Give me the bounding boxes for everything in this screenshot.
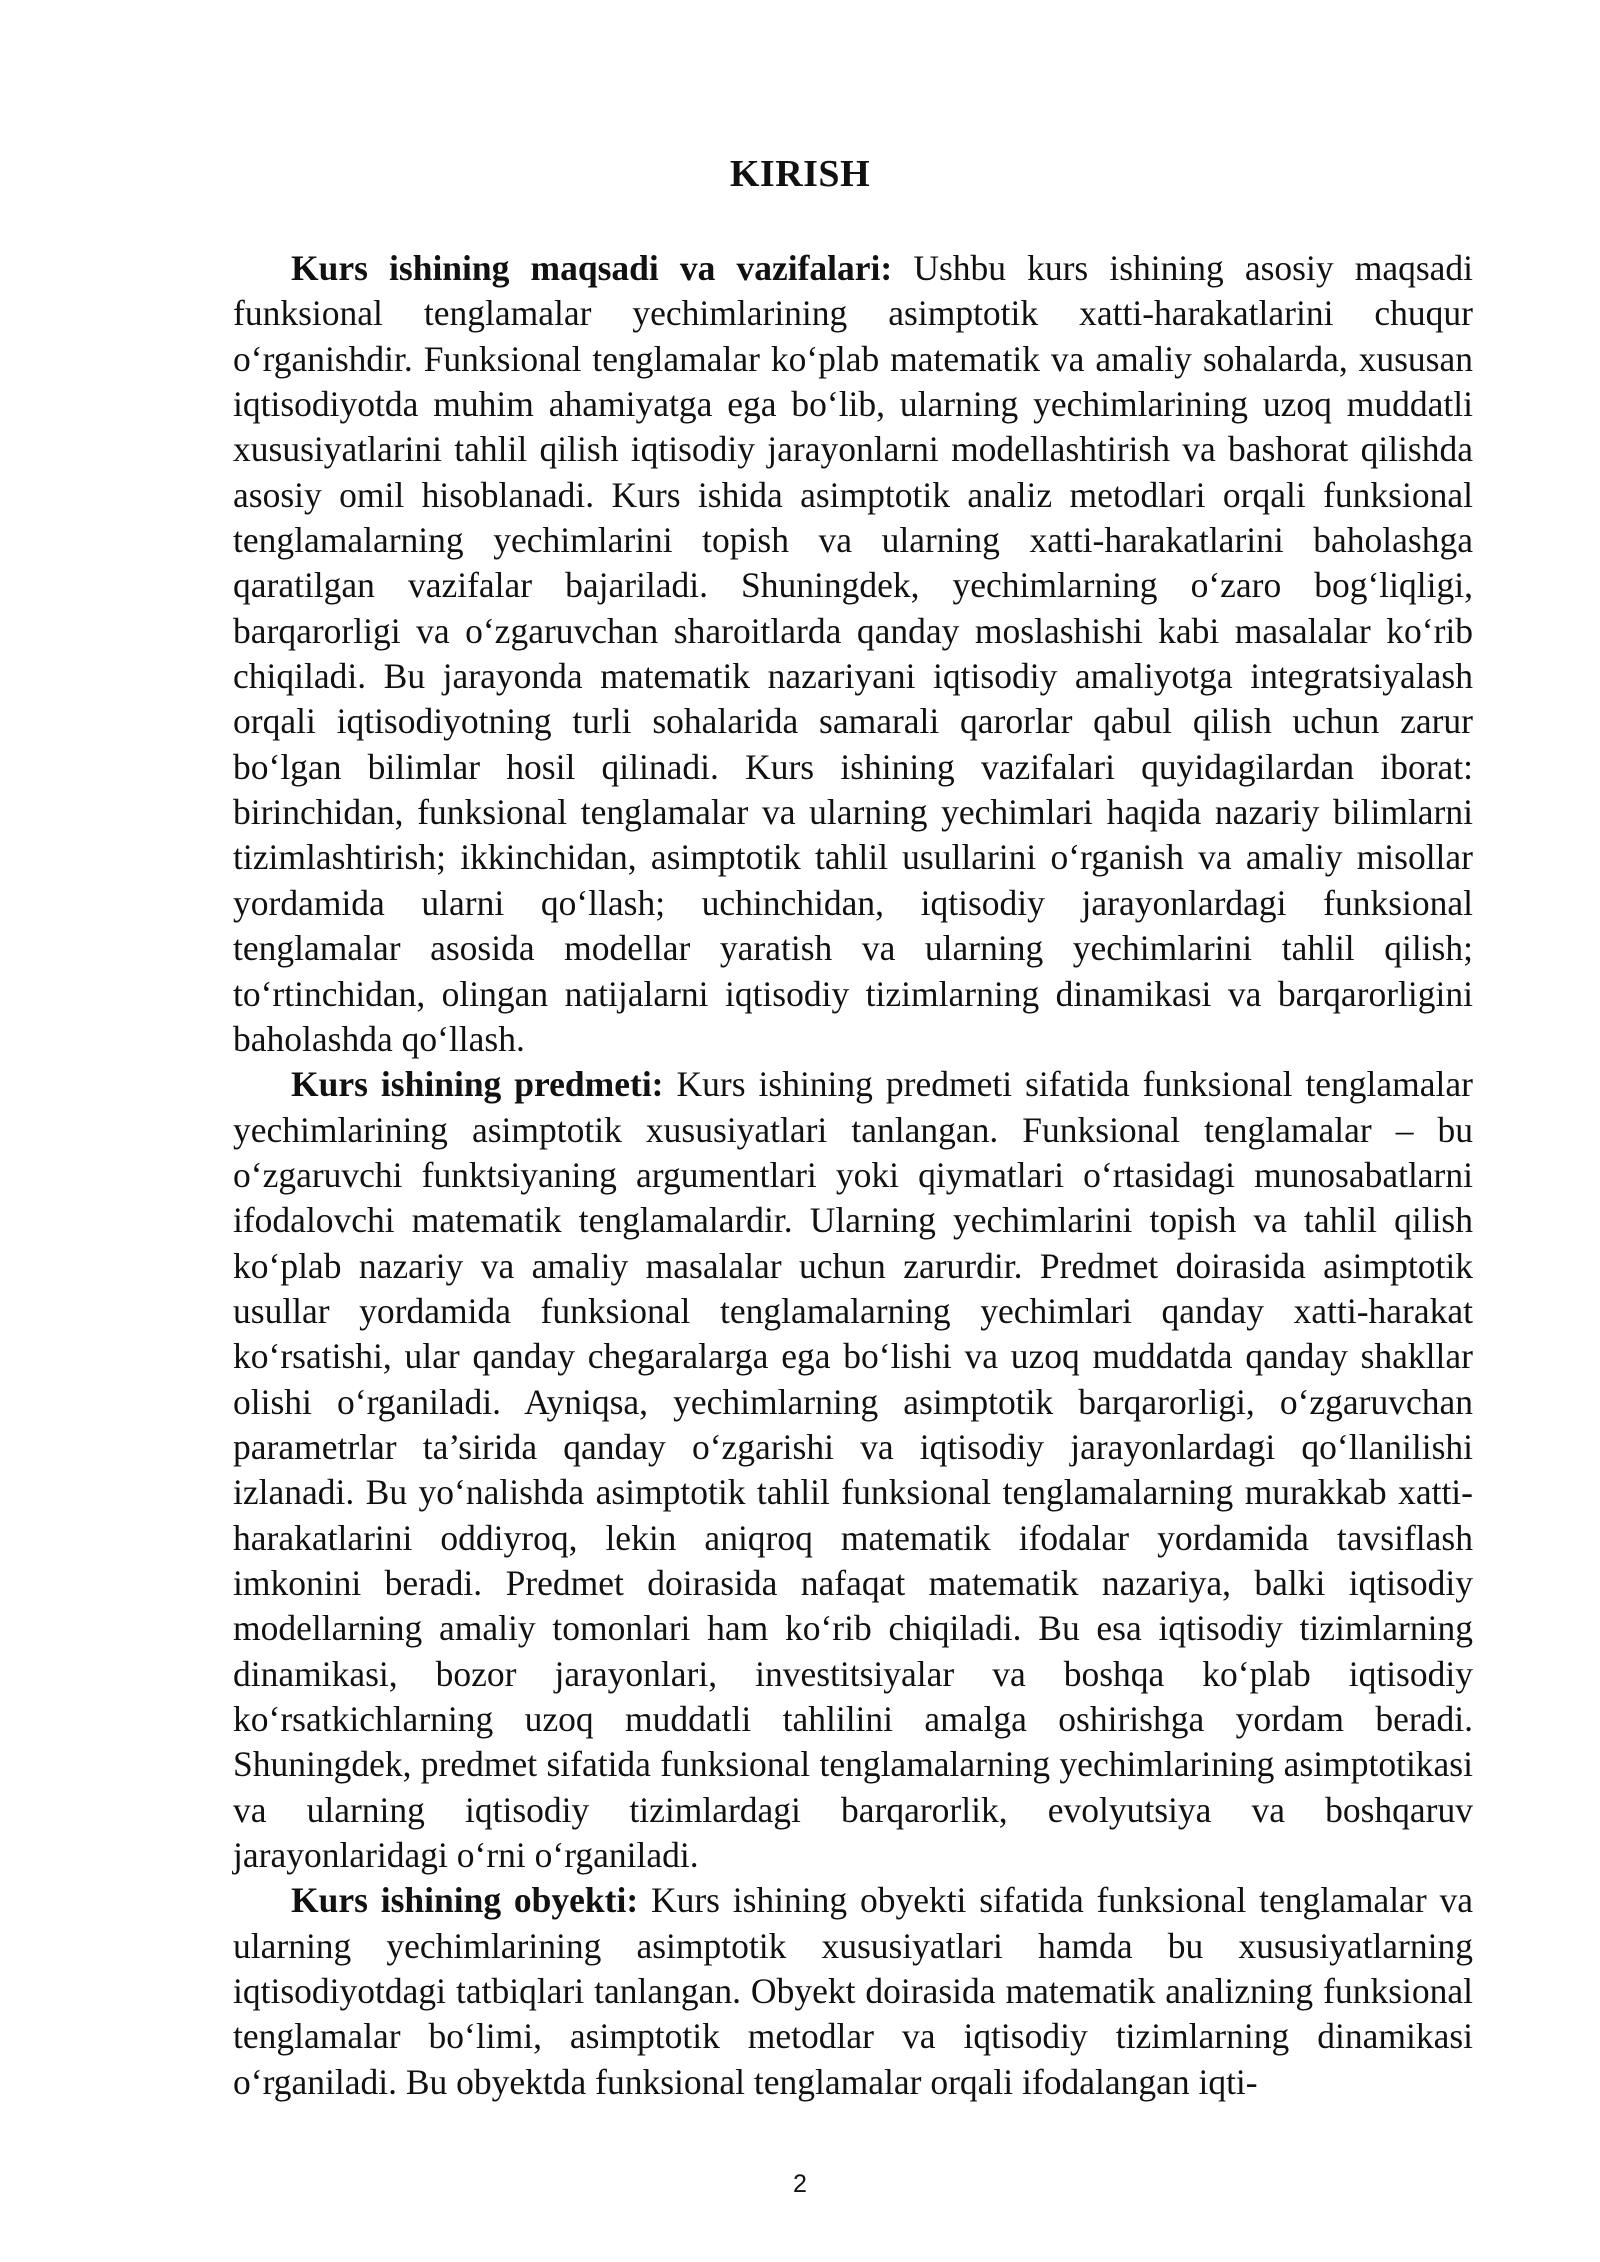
paragraph-lead: Kurs ishining predmeti:	[291, 1064, 664, 1105]
paragraph-text: Ushbu kurs ishining asosiy maqsadi funksional tenglamalar yechimlarining asimptotik xatti-harakatlarini chuqur o‘rganishdir. Funksional tenglamalar ko‘plab matematik va amaliy sohalarda, xususan iqtisodiyotda muhim ahamiyatga ega bo‘lib, ularning yechimlarining uzoq muddatli xususiyatlarini tahlil qilish iqtisodiy jarayonlarni modellashtirish va bashorat qilishda asosiy omil hisoblanadi. Kurs ishida asimptotik analiz metodlari orqali funksional tenglamalarning yechimlarini topish va ularning xatti-harakatlarini baholashga qaratilgan vazifalar bajariladi. Shuningdek, yechimlarning o‘zaro bog‘liqligi, barqarorligi va o‘zgaruvchan sharoitlarda qanday moslashishi kabi masalalar ko‘rib chiqiladi. Bu jarayonda matematik nazariyani iqtisodiy amaliyotga integratsiyalash orqali iqtisodiyotning turli sohalarida samarali qarorlar qabul qilish uchun zarur bo‘lgan bilimlar hosil qilinadi. Kurs ishining vazifalari quyidagilardan iborat: birinchidan, funksional tenglamalar va ularning yechimlari haqida nazariy bilimlarni tizimlashtirish; ikkinchidan, asimptotik tahlil usullarini o‘rganish va amaliy misollar yordamida ularni qo‘llash; uchinchidan, iqtisodiy jarayonlardagi funksional tenglamalar asosida modellar yaratish va ularning yechimlarini tahlil qilish; to‘rtinchidan, olingan natijalarni iqtisodiy tizimlarning dinamikasi va barqarorligini baholashda qo‘llash.	[233, 248, 1474, 1059]
paragraph-object	[233, 1878, 1473, 2105]
paragraph-lead: Kurs ishining obyekti:	[291, 1880, 639, 1921]
paragraph-lead: Kurs ishining maqsadi va vazifalari:	[291, 248, 893, 288]
paragraph-goals	[233, 246, 1473, 1062]
paragraph-text: Kurs ishining obyekti sifatida funksional tenglamalar va ularning yechimlarining asimptotik xususiyatlari hamda bu xususiyatlarning iqtisodiyotdagi tatbiqlari tanlangan. Obyekt doirasida matematik analizning funksional tenglamalar bo‘limi, asimptotik metodlar va iqtisodiy tizimlarning dinamikasi o‘rganiladi. Bu obyektda funksional tenglamalar orqali ifodalangan iqti-	[233, 1880, 1473, 2102]
page-heading: KIRISH	[729, 153, 871, 195]
page-number: 2	[793, 2170, 807, 2198]
paragraph-text: Kurs ishining predmeti sifatida funksional tenglamalar yechimlarining asimptotik xususiyatlari tanlangan. Funksional tenglamalar – bu o‘zgaruvchi funktsiyaning argumentlari yoki qiymatlari o‘rtasidagi munosabatlarni ifodalovchi matematik tenglamalardir. Ularning yechimlarini topish va tahlil qilish ko‘plab nazariy va amaliy masalalar uchun zarurdir. Predmet doirasida asimptotik usullar yordamida funksional tenglamalarning yechimlari qanday xatti-harakat ko‘rsatishi, ular qanday chegaralarga ega bo‘lishi va uzoq muddatda qanday shakllar olishi o‘rganiladi. Ayniqsa, yechimlarning asimptotik barqarorligi, o‘zgaruvchan parametrlar ta’sirida qanday o‘zgarishi va iqtisodiy jarayonlardagi qo‘llanilishi izlanadi. Bu yo‘nalishda asimptotik tahlil funksional tenglamalarning murakkab xatti-harakatlarini oddiyroq, lekin aniqroq matematik ifodalar yordamida tavsiflash imkonini beradi. Predmet doirasida nafaqat matematik nazariya, balki iqtisodiy modellarning amaliy tomonlari ham ko‘rib chiqiladi. Bu esa iqtisodiy tizimlarning dinamikasi, bozor jarayonlari, investitsiyalar va boshqa ko‘plab iqtisodiy ko‘rsatkichlarning uzoq muddatli tahlilini amalga oshirishga yordam beradi. Shuningdek, predmet sifatida funksional tenglamalarning yechimlarining asimptotikasi va ularning iqtisodiy tizimlardagi barqarorlik, evolyutsiya va boshqaruv jarayonlaridagi o‘rni o‘rganiladi.	[233, 1064, 1473, 1876]
body-text	[233, 246, 1473, 2105]
paragraph-subject	[233, 1062, 1473, 1878]
